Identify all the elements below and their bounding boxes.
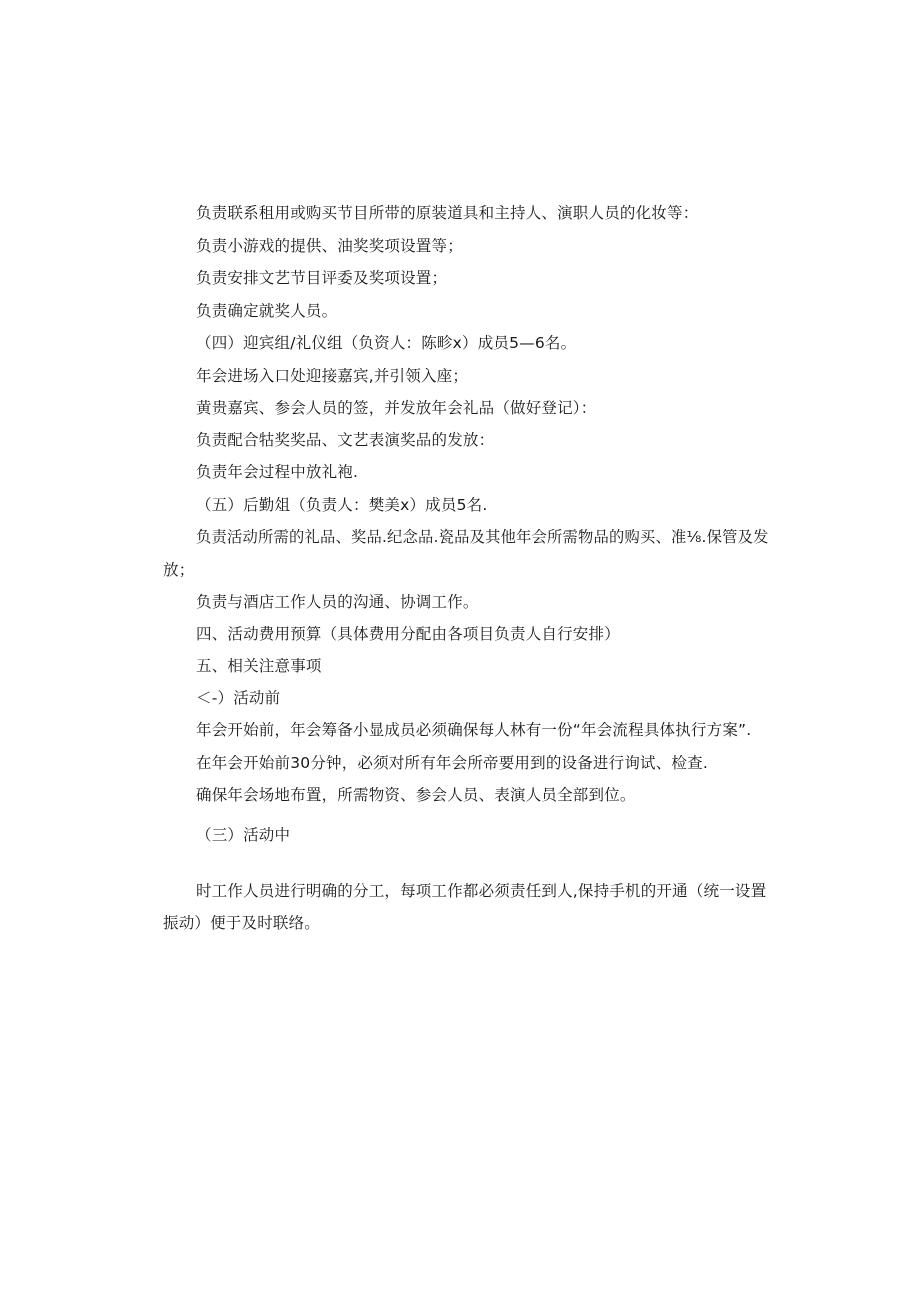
text-line: 确保年会场地布置，所需物资、参会人员、表演人员全部到位。	[196, 786, 636, 804]
section-heading: 四、活动费用预算（具体费用分配由各项目负责人自行安排）	[196, 625, 620, 643]
text-line: 时工作人员进行明确的分工，每项工作都必须责任到人,保持手机的开通（统一设置	[196, 882, 767, 900]
text-line: 负责年会过程中放礼袍.	[196, 463, 359, 481]
section-heading: 五、相关注意事项	[196, 657, 322, 675]
text-line: 负责确定就奖人员。	[196, 302, 338, 320]
section-heading: （五）后勤俎（负责人：樊美x）成员5名.	[196, 496, 488, 514]
text-line: 负责小游戏的提供、油奖奖项设置等；	[196, 237, 463, 255]
section-heading: （四）迎宾组/礼仪组（负资人：陈畛x）成员5—6名。	[196, 334, 577, 352]
text-line: 负责安排文艺节目评委及奖项设置；	[196, 269, 448, 287]
text-line: 放；	[163, 561, 195, 579]
text-line: 年会进场入口处迎接嘉宾,并引领入座；	[196, 367, 469, 385]
text-line: 负责与酒店工作人员的沟通、协调工作。	[196, 593, 479, 611]
text-line: 负责配合牯奖奖品、文艺表演奖品的发放：	[196, 431, 495, 449]
text-line: 在年会开始前30分钟，必须对所有年会所帝要用到的设备进行询试、检查.	[196, 754, 708, 772]
section-heading: ＜-）活动前	[196, 689, 281, 707]
text-line: 黄贵嘉宾、参会人员的签，并发放年会礼品（做好登记）：	[196, 399, 597, 417]
text-line: 振动）便于及时联络。	[163, 914, 321, 932]
text-line: 负责活动所需的礼品、奖品.纪念品.瓷品及其他年会所需物品的购买、准⅛.保管及发	[196, 528, 769, 546]
text-line: 年会开始前，年会筹备小显成员必须确保每人林有一份“年会流程具体执行方案”.	[196, 721, 752, 739]
text-line: 负责联系租用或购买节目所带的原装道具和主持人、演职人员的化妆等：	[196, 204, 699, 222]
section-heading: （三）活动中	[196, 826, 291, 844]
